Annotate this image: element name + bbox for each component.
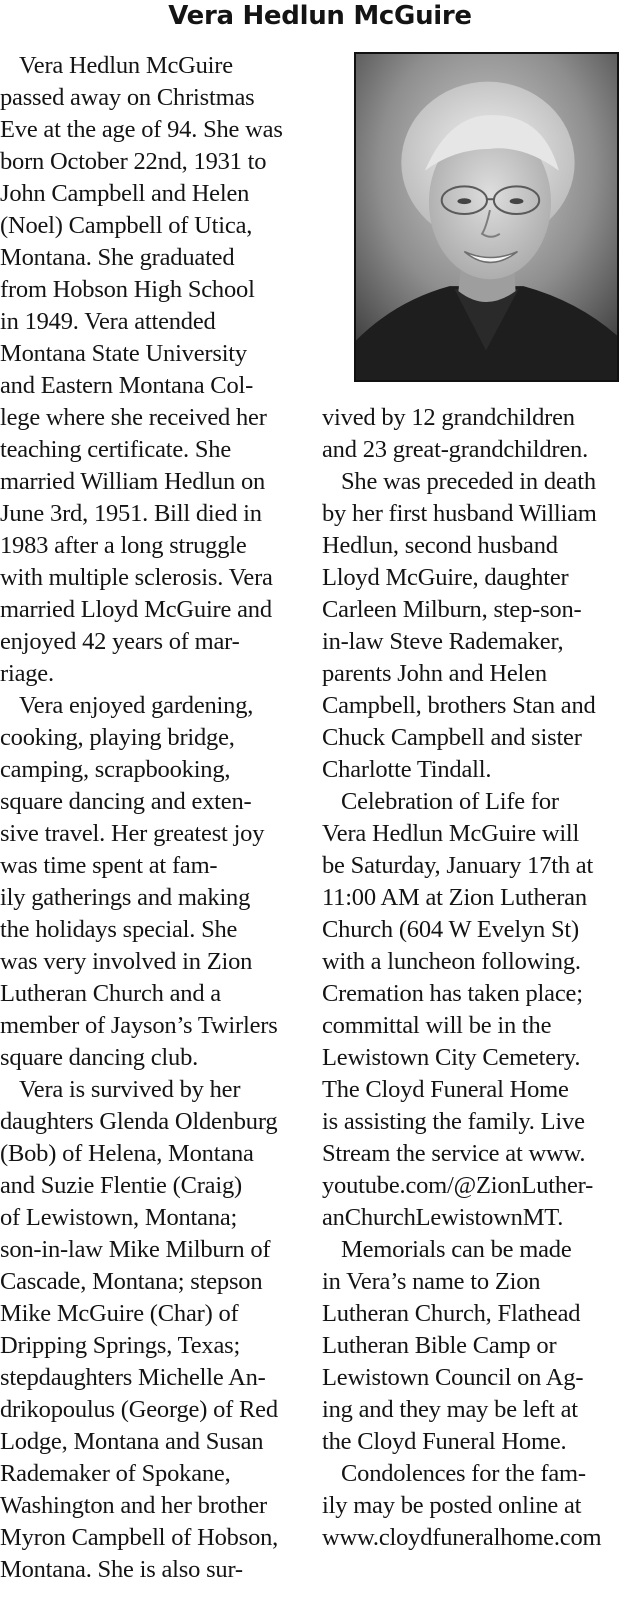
right-column-line: Memorials can be made bbox=[341, 1236, 572, 1263]
left-column-line: ily gatherings and making bbox=[0, 884, 251, 911]
right-column-line: Lutheran Church, Flathead bbox=[322, 1300, 581, 1327]
right-column-line: with a luncheon following. bbox=[322, 948, 581, 975]
right-column-line: The Cloyd Funeral Home bbox=[322, 1076, 569, 1103]
left-column-line: Cascade, Montana; stepson bbox=[0, 1268, 263, 1295]
left-column-line: Montana. She graduated bbox=[0, 244, 235, 271]
right-column-line: youtube.com/@ZionLuther- bbox=[322, 1172, 594, 1199]
right-column-line: Stream the service at www. bbox=[322, 1140, 586, 1167]
right-column-line: Vera Hedlun McGuire will bbox=[322, 820, 580, 847]
right-column-line: the Cloyd Funeral Home. bbox=[322, 1428, 567, 1455]
right-column-line: anChurchLewistownMT. bbox=[322, 1204, 564, 1231]
left-column-line: John Campbell and Helen bbox=[0, 180, 250, 207]
left-column-line: Dripping Springs, Texas; bbox=[0, 1332, 241, 1359]
left-column-line: and Suzie Flentie (Craig) bbox=[0, 1172, 242, 1199]
left-column-line: enjoyed 42 years of mar- bbox=[0, 628, 240, 655]
left-column-line: square dancing club. bbox=[0, 1044, 199, 1071]
left-column-line: stepdaughters Michelle An- bbox=[0, 1364, 266, 1391]
left-column-line: was very involved in Zion bbox=[0, 948, 253, 975]
left-column-line: Montana State University bbox=[0, 340, 247, 367]
right-column-line: She was preceded in death bbox=[341, 468, 596, 495]
right-column-line: Cremation has taken place; bbox=[322, 980, 583, 1007]
left-column-text bbox=[0, 50, 310, 1586]
left-column-line: passed away on Christmas bbox=[0, 84, 255, 111]
right-column-line: Chuck Campbell and sister bbox=[322, 724, 582, 751]
right-column-line: Hedlun, second husband bbox=[322, 532, 558, 559]
portrait-image bbox=[356, 54, 617, 380]
left-column-line: Vera is survived by her bbox=[19, 1076, 241, 1103]
right-column-text bbox=[322, 402, 640, 1554]
left-column-line: riage. bbox=[0, 660, 54, 687]
right-column-line: and 23 great-grandchildren. bbox=[322, 436, 589, 463]
left-column-line: Eve at the age of 94. She was bbox=[0, 116, 283, 143]
right-column-line: is assisting the family. Live bbox=[322, 1108, 585, 1135]
right-column-line: www.cloydfuneralhome.com bbox=[322, 1524, 602, 1551]
left-column-line: June 3rd, 1951. Bill died in bbox=[0, 500, 262, 527]
right-column-line: 11:00 AM at Zion Lutheran bbox=[322, 884, 587, 911]
obituary-title: Vera Hedlun McGuire bbox=[168, 1, 472, 31]
left-column-line: square dancing and exten- bbox=[0, 788, 252, 815]
left-column-line: 1983 after a long struggle bbox=[0, 532, 247, 559]
left-column-line: sive travel. Her greatest joy bbox=[0, 820, 265, 847]
right-column-line: Carleen Milburn, step-son- bbox=[322, 596, 582, 623]
right-column-line: Lloyd McGuire, daughter bbox=[322, 564, 569, 591]
left-column-line: Mike McGuire (Char) of bbox=[0, 1300, 239, 1327]
left-column-line: and Eastern Montana Col- bbox=[0, 372, 254, 399]
left-column-line: Rademaker of Spokane, bbox=[0, 1460, 231, 1487]
right-column-line: in Vera’s name to Zion bbox=[322, 1268, 541, 1295]
left-column-line: with multiple sclerosis. Vera bbox=[0, 564, 273, 591]
left-column-line: married Lloyd McGuire and bbox=[0, 596, 272, 623]
left-column-line: Montana. She is also sur- bbox=[0, 1556, 243, 1583]
left-column-line: Washington and her brother bbox=[0, 1492, 268, 1519]
left-column-line: in 1949. Vera attended bbox=[0, 308, 216, 335]
right-column-line: ily may be posted online at bbox=[322, 1492, 582, 1519]
right-column-line: Campbell, brothers Stan and bbox=[322, 692, 596, 719]
right-column-line: Celebration of Life for bbox=[341, 788, 559, 815]
right-column-line: committal will be in the bbox=[322, 1012, 552, 1039]
left-column-line: born October 22nd, 1931 to bbox=[0, 148, 267, 175]
right-column-line: Lutheran Bible Camp or bbox=[322, 1332, 557, 1359]
left-column-line: lege where she received her bbox=[0, 404, 267, 431]
left-column-line: married William Hedlun on bbox=[0, 468, 266, 495]
right-column-line: by her first husband William bbox=[322, 500, 597, 527]
left-column-line: cooking, playing bridge, bbox=[0, 724, 235, 751]
left-column-line: teaching certificate. She bbox=[0, 436, 232, 463]
right-column-line: Charlotte Tindall. bbox=[322, 756, 492, 783]
left-column-line: from Hobson High School bbox=[0, 276, 255, 303]
left-column-line: member of Jayson’s Twirlers bbox=[0, 1012, 278, 1039]
right-column-line: Lewistown Council on Ag- bbox=[322, 1364, 584, 1391]
right-column-line: parents John and Helen bbox=[322, 660, 547, 687]
left-column-line: Vera enjoyed gardening, bbox=[19, 692, 254, 719]
left-column-line: drikopoulus (George) of Red bbox=[0, 1396, 278, 1423]
left-column-line: the holidays special. She bbox=[0, 916, 238, 943]
left-column-line: Lodge, Montana and Susan bbox=[0, 1428, 264, 1455]
left-column-line: Lutheran Church and a bbox=[0, 980, 221, 1007]
right-column-line: be Saturday, January 17th at bbox=[322, 852, 594, 879]
left-column-line: (Noel) Campbell of Utica, bbox=[0, 212, 253, 239]
right-column-line: Lewistown City Cemetery. bbox=[322, 1044, 581, 1071]
left-column-line: Myron Campbell of Hobson, bbox=[0, 1524, 279, 1551]
left-column-line: camping, scrapbooking, bbox=[0, 756, 231, 783]
left-column-line: of Lewistown, Montana; bbox=[0, 1204, 238, 1231]
right-column-line: vived by 12 grandchildren bbox=[322, 404, 575, 431]
left-column-line: was time spent at fam- bbox=[0, 852, 218, 879]
left-column-line: son-in-law Mike Milburn of bbox=[0, 1236, 271, 1263]
left-column-line: (Bob) of Helena, Montana bbox=[0, 1140, 254, 1167]
right-column-line: ing and they may be left at bbox=[322, 1396, 578, 1423]
right-column-line: Condolences for the fam- bbox=[341, 1460, 586, 1487]
portrait-photo bbox=[354, 52, 619, 382]
right-column-line: in-law Steve Rademaker, bbox=[322, 628, 564, 655]
left-column-line: daughters Glenda Oldenburg bbox=[0, 1108, 278, 1135]
left-column-line: Vera Hedlun McGuire bbox=[19, 52, 233, 79]
right-column-line: Church (604 W Evelyn St) bbox=[322, 916, 579, 943]
